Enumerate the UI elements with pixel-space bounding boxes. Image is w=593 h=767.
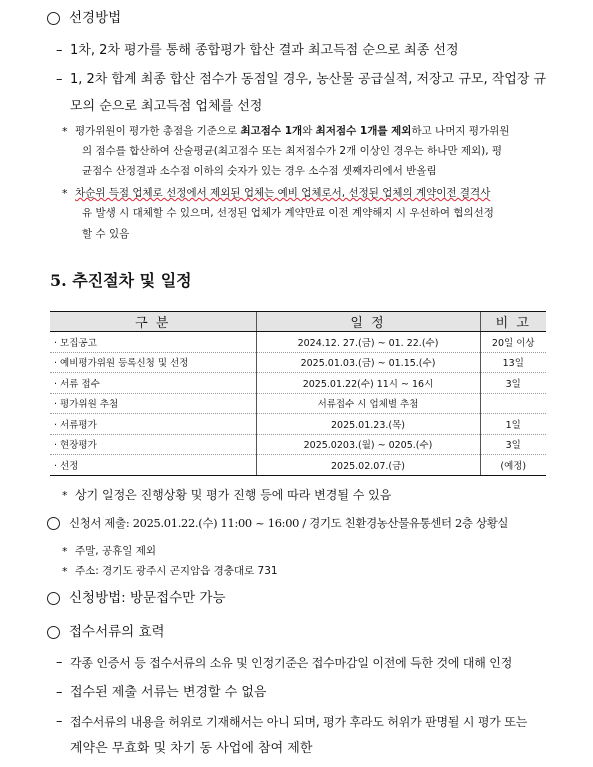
bullet-circle-icon (47, 517, 60, 530)
note-text: 와 (302, 125, 316, 137)
cell-date: 2025.01.23.(목) (256, 414, 480, 435)
cell-note: (예정) (480, 455, 546, 476)
dash-bullet: – (56, 685, 63, 700)
asterisk-mark: * (62, 187, 68, 200)
cell-note: 13일 (480, 352, 546, 373)
note-reserve-line2: 유 발생 시 대체할 수 있으며, 선정된 업체가 계약만료 이전 계약해지 시 우선하여 협의선정 (82, 207, 494, 219)
cell-item: · 현장평가 (50, 434, 256, 455)
note-text: 평가위원이 평가한 총점을 기준으로 (75, 125, 241, 137)
note-reserve-line1 (75, 187, 490, 200)
cell-item: · 평가위원 추첨 (50, 393, 256, 414)
header-remarks: 비 고 (480, 312, 546, 332)
table-row (50, 414, 546, 435)
validity-rule-1: 각종 인증서 등 접수서류의 소유 및 인정기준은 접수마감일 이전에 득한 것에 대해 인정 (70, 656, 513, 670)
section-heading-selection: 선경방법 (69, 10, 122, 26)
header-category: 구 분 (50, 312, 256, 332)
table-row (50, 393, 546, 414)
section-title-schedule: 5. 추진절차 및 일정 (50, 271, 192, 290)
validity-rule-2: 접수된 제출 서류는 변경할 수 없음 (70, 685, 267, 700)
cell-note: 3일 (480, 373, 546, 394)
asterisk-mark: * (62, 489, 68, 502)
cell-date: 2025.02.07.(금) (256, 455, 480, 476)
table-row (50, 352, 546, 373)
table-row (50, 434, 546, 455)
table-row (50, 373, 546, 394)
cell-item: · 서류평가 (50, 414, 256, 435)
note-reserve-line3: 할 수 있음 (82, 228, 130, 240)
cell-date: 2025.01.22(수) 11시 ~ 16시 (256, 373, 480, 394)
note-scoring-line3: 균점수 산정결과 소수점 이하의 숫자가 있는 경우 소수점 셋째자리에서 반올림 (82, 165, 437, 177)
header-schedule: 일 정 (256, 312, 480, 332)
validity-rule-3-line2: 계약은 무효화 및 차기 동 사업에 참여 제한 (70, 741, 313, 756)
section-heading-validity: 접수서류의 효력 (69, 624, 165, 640)
cell-item: · 예비평가위원 등록신청 및 선정 (50, 352, 256, 373)
note-scoring-line2: 의 점수를 합산하여 산술평균(최고점수 또는 최저점수가 2개 이상인 경우는 하나만 제외), 평 (82, 145, 503, 157)
cell-note: 3일 (480, 434, 546, 455)
dash-bullet: – (56, 655, 63, 670)
dash-bullet: – (56, 43, 63, 58)
note-bold-text: 최저점수 1개를 제외 (315, 125, 412, 137)
cell-note: 1일 (480, 414, 546, 435)
schedule-note: 상기 일정은 진행상황 및 평가 진행 등에 따라 변경될 수 있음 (75, 488, 392, 502)
table-header-row (50, 312, 546, 332)
bullet-circle-icon (47, 12, 60, 25)
cell-item: · 선정 (50, 455, 256, 476)
asterisk-mark: * (62, 125, 68, 138)
cell-date: 2025.01.03.(금) ~ 01.15.(수) (256, 352, 480, 373)
cell-item: · 서류 접수 (50, 373, 256, 394)
asterisk-mark: * (62, 565, 68, 578)
selection-rule-2-line1: 1, 2차 합계 최종 합산 점수가 동점일 경우, 농산물 공급실적, 저장고 규모, 작업장 규 (70, 72, 547, 87)
application-method: 신청방법: 방문접수만 가능 (69, 590, 226, 606)
cell-note: 20일 이상 (480, 332, 546, 353)
cell-date: 2024.12. 27.(금) ~ 01. 22.(수) (256, 332, 480, 353)
bullet-circle-icon (47, 626, 60, 639)
table-row (50, 332, 546, 353)
dash-bullet: – (56, 72, 63, 87)
cell-date: 2025.0203.(월) ~ 0205.(수) (256, 434, 480, 455)
bullet-circle-icon (47, 592, 60, 605)
note-text: 하고 나머지 평가위원 (411, 125, 510, 137)
note-text: 차순위 득점 업체로 선정에서 제외된 업체는 예비 업체로서, 선정된 업체의 계약이전 결격사 (75, 187, 491, 199)
submission-info: 신청서 제출: 2025.01.22.(수) 11:00 ~ 16:00 / 경기도 친환경농산물유통센터 2층 상황실 (69, 516, 509, 530)
table-row (50, 455, 546, 476)
submission-note-weekend: 주말, 공휴일 제외 (75, 545, 157, 557)
submission-note-address: 주소: 경기도 광주시 곤지암읍 경충대로 731 (75, 565, 278, 577)
dash-bullet: – (56, 714, 63, 729)
selection-rule-1: 1차, 2차 평가를 통해 종합평가 합산 결과 최고득점 순으로 최종 선정 (70, 43, 459, 58)
schedule-table (50, 311, 546, 476)
note-scoring-line1 (75, 125, 509, 138)
selection-rule-2-line2: 모의 순으로 최고득점 업체를 선정 (70, 99, 263, 114)
validity-rule-3-line1: 접수서류의 내용을 허위로 기재해서는 아니 되며, 평가 후라도 허위가 판명될 시 평가 또는 (70, 715, 528, 729)
note-bold-text: 최고점수 1개 (240, 125, 303, 137)
cell-item: · 모집공고 (50, 332, 256, 353)
asterisk-mark: * (62, 545, 68, 558)
cell-note (480, 393, 546, 414)
cell-date: 서류접수 시 업체별 추첨 (256, 393, 480, 414)
